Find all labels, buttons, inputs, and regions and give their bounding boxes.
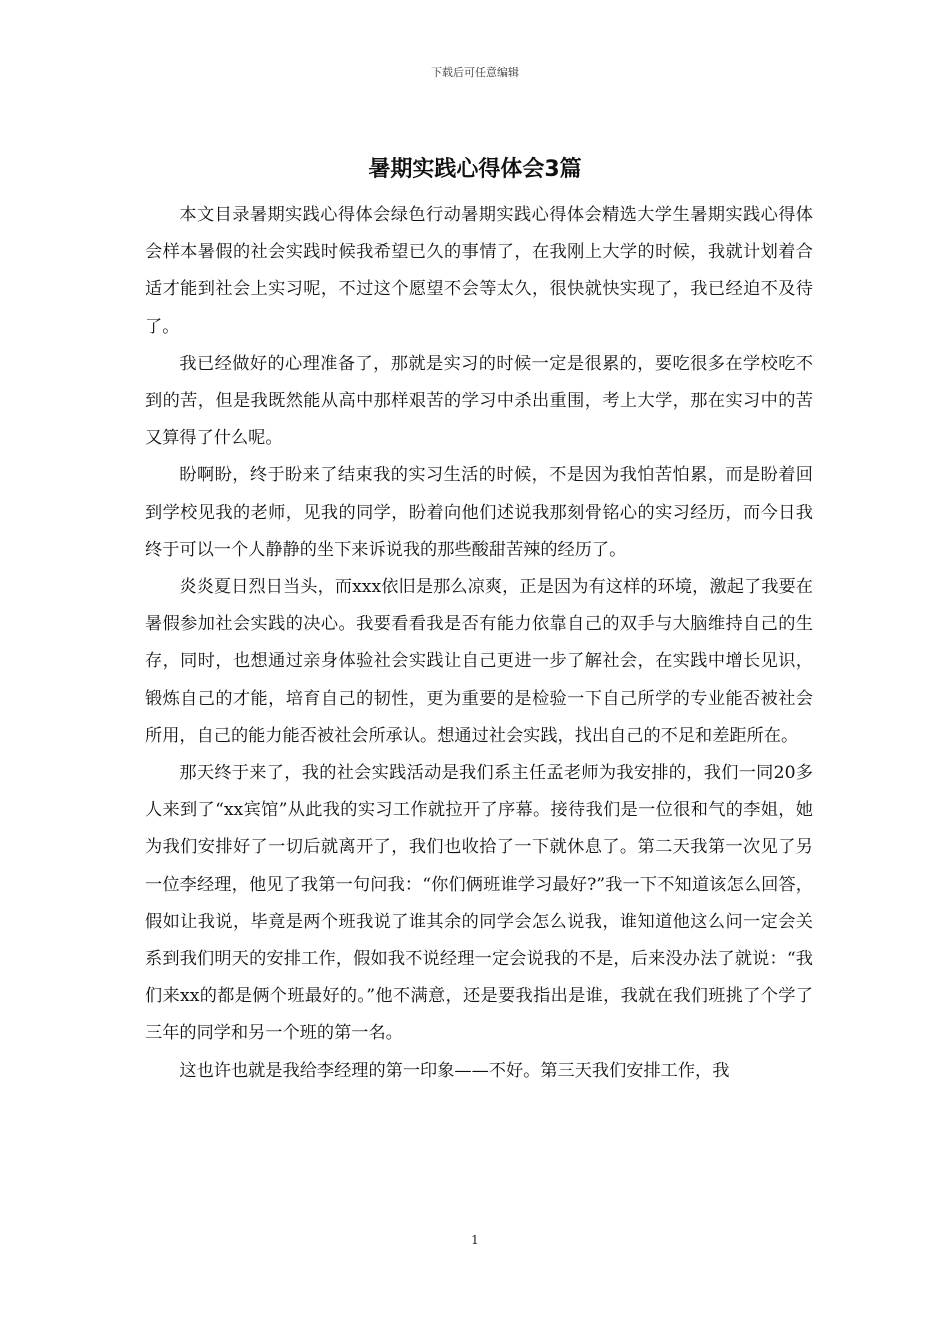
document-title: 暑期实践心得体会3篇 (368, 157, 582, 182)
paragraph: 盼啊盼，终于盼来了结束我的实习生活的时候，不是因为我怕苦怕累，而是盼着回到学校见我的老师，见我的同学，盼着向他们述说我那刻骨铭心的实习经历，而今日我终于可以一个人静静的坐下来诉说我的那些酸甜苦辣的经历了。 (145, 465, 813, 560)
paragraph: 本文目录暑期实践心得体会绿色行动暑期实践心得体会精选大学生暑期实践心得体会样本暑假的社会实践时候我希望已久的事情了，在我刚上大学的时候，我就计划着合适才能到社会上实习呢，不过这个愿望不会等太久，很快就快实现了，我已经迫不及待了。 (145, 205, 813, 337)
document-body (145, 197, 813, 1090)
paragraph: 那天终于来了，我的社会实践活动是我们系主任孟老师为我安排的，我们一同20多人来到了“xx宾馆”从此我的实习工作就拉开了序幕。接待我们是一位很和气的李姐，她为我们安排好了一切后就离开了，我们也收拾了一下就休息了。第二天我第一次见了另一位李经理，他见了我第一句问我：“你们俩班谁学习最好?”我一下不知道该怎么回答，假如让我说，毕竟是两个班我说了谁其余的同学会怎么说我，谁知道他这么问一定会关系到我们明天的安排工作，假如我不说经理一定会说我的不是，后来没办法了就说：“我们来xx的都是俩个班最好的。”他不满意，还是要我指出是谁，我就在我们班挑了个学了三年的同学和另一个班的第一名。 (145, 763, 813, 1044)
page-number: 1 (471, 1233, 479, 1247)
paragraph: 我已经做好的心理准备了，那就是实习的时候一定是很累的，要吃很多在学校吃不到的苦，但是我既然能从高中那样艰苦的学习中杀出重围，考上大学，那在实习中的苦又算得了什么呢。 (145, 353, 813, 449)
paragraph: 这也许也就是我给李经理的第一印象——不好。第三天我们安排工作，我 (179, 1060, 730, 1081)
page-header: 下载后可任意编辑 (431, 66, 519, 79)
paragraph: 炎炎夏日烈日当头，而xxx依旧是那么凉爽，正是因为有这样的环境，激起了我要在暑假参加社会实践的决心。我要看看我是否有能力依靠自己的双手与大脑维持自己的生存，同时，也想通过亲身体验社会实践让自己更进一步了解社会，在实践中增长见识，锻炼自己的才能，培育自己的韧性，更为重要的是检验一下自己所学的专业能否被社会所用，自己的能力能否被社会所承认。想通过社会实践，找出自己的不足和差距所在。 (145, 577, 813, 746)
